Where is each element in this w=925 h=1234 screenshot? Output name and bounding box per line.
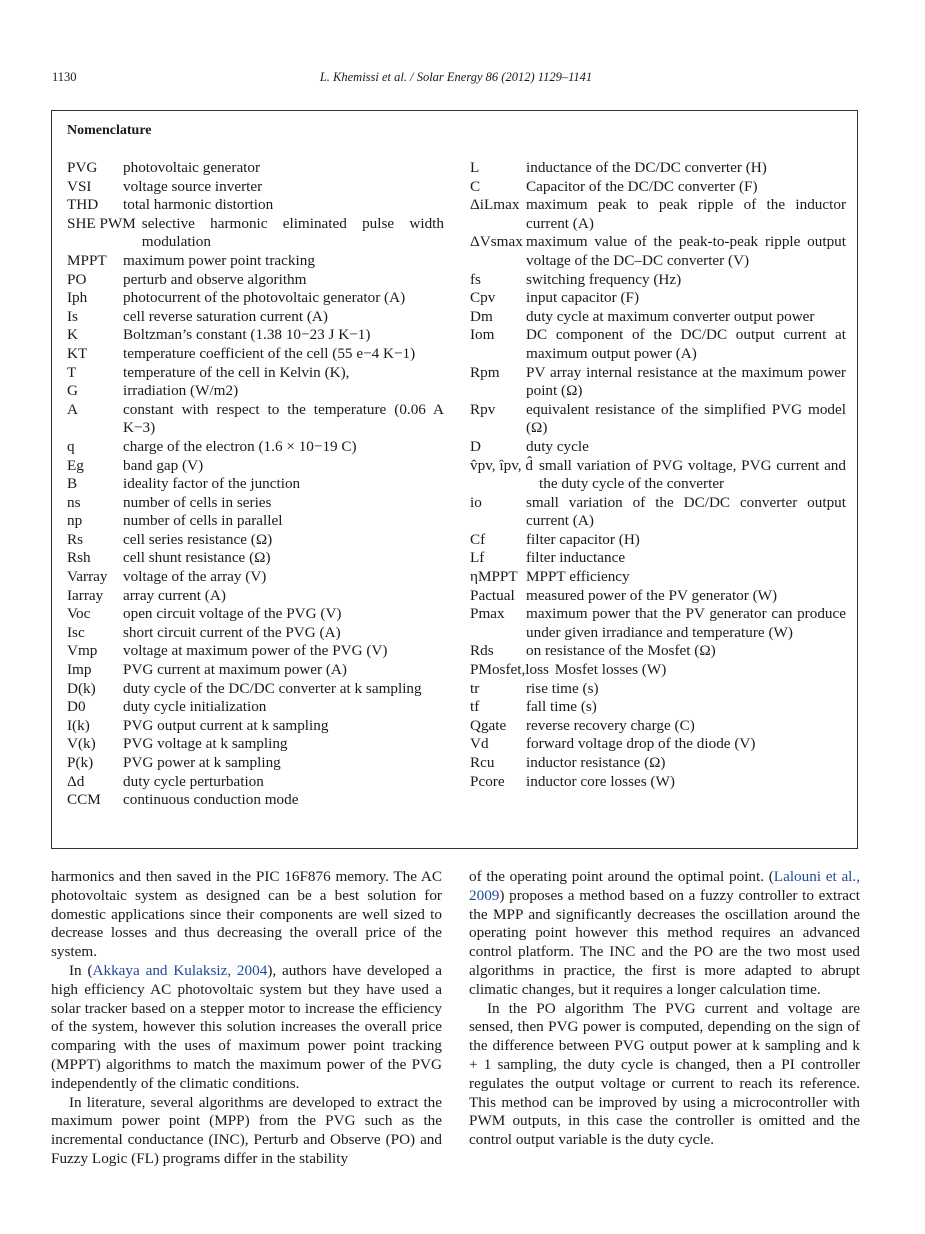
nomenclature-symbol: Rs	[67, 530, 84, 548]
nomenclature-entry	[470, 289, 846, 308]
nomenclature-definition: cell series resistance (Ω)	[123, 530, 273, 548]
nomenclature-entry	[67, 587, 444, 606]
nomenclature-definition: cell reverse saturation current (A)	[123, 307, 328, 325]
nomenclature-entry	[470, 698, 846, 717]
text-span: ) proposes a method based on a fuzzy controller to extract the MPP and significantly decreases the oscillation around the operating point however this method requires an advanced control platform. The INC and the PO are the two most used algorithms in practice, the first is more adapted to abrupt climatic changes, but it requires a longer calculation time.	[469, 886, 860, 998]
nomenclature-symbol: Rsh	[67, 549, 91, 567]
nomenclature-entry	[470, 531, 846, 550]
nomenclature-definition: measured power of the PV generator (W)	[526, 586, 778, 604]
nomenclature-symbol: v̂pv, îpv, d̂	[470, 456, 533, 474]
nomenclature-symbol: Dm	[470, 307, 493, 325]
nomenclature-definition: total harmonic distortion	[123, 196, 274, 214]
running-header	[52, 70, 860, 90]
nomenclature-entry	[67, 345, 444, 364]
nomenclature-entry	[67, 791, 444, 810]
nomenclature-definition: MPPT efficiency	[526, 568, 630, 586]
nomenclature-symbol: Imp	[67, 661, 92, 679]
nomenclature-symbol: K	[67, 326, 78, 344]
nomenclature-symbol: Lf	[470, 549, 485, 567]
nomenclature-entry	[470, 438, 846, 457]
nomenclature-entry	[470, 401, 846, 438]
nomenclature-definition: irradiation (W/m2)	[123, 382, 239, 400]
nomenclature-entry	[67, 642, 444, 661]
nomenclature-entry	[470, 457, 846, 494]
nomenclature-symbol: Vd	[470, 735, 489, 753]
nomenclature-entry	[67, 252, 444, 271]
nomenclature-entry	[67, 494, 444, 513]
nomenclature-definition: temperature coefficient of the cell (55 e−4 K−1)	[123, 344, 416, 362]
nomenclature-entry	[67, 773, 444, 792]
nomenclature-entry	[67, 698, 444, 717]
nomenclature-symbol: Iarray	[67, 586, 104, 604]
nomenclature-definition: voltage at maximum power of the PVG (V)	[123, 642, 388, 660]
nomenclature-symbol: tf	[470, 698, 480, 716]
nomenclature-definition: PVG power at k sampling	[123, 754, 281, 771]
nomenclature-definition: inductor resistance (Ω)	[526, 754, 666, 771]
nomenclature-definition: duty cycle	[526, 437, 589, 455]
nomenclature-symbol: D(k)	[67, 679, 96, 697]
nomenclature-definition: voltage source inverter	[123, 177, 263, 195]
nomenclature-entry	[67, 568, 444, 587]
nomenclature-entry	[470, 159, 846, 178]
nomenclature-entry	[67, 308, 444, 327]
paragraph	[51, 962, 442, 1094]
nomenclature-definition: inductor core losses (W)	[526, 772, 675, 790]
nomenclature-definition: rise time (s)	[526, 679, 599, 697]
nomenclature-symbol: VSI	[67, 177, 92, 195]
nomenclature-definition: DC component of the DC/DC output current at maximum output power (A)	[526, 326, 846, 362]
nomenclature-symbol: Iom	[470, 326, 495, 344]
text-span: In (	[69, 961, 93, 979]
nomenclature-entry	[67, 475, 444, 494]
nomenclature-entry	[470, 326, 846, 363]
nomenclature-definition: duty cycle at maximum converter output power	[526, 307, 815, 325]
nomenclature-entry	[470, 494, 846, 531]
nomenclature-symbol: Vmp	[67, 642, 98, 660]
nomenclature-definition: inductance of the DC/DC converter (H)	[526, 159, 767, 176]
nomenclature-symbol: Pcore	[470, 772, 505, 790]
nomenclature-entry	[470, 754, 846, 773]
nomenclature-symbol: D	[470, 437, 481, 455]
nomenclature-entry	[470, 196, 846, 233]
nomenclature-symbol: Pactual	[470, 586, 515, 604]
nomenclature-symbol: B	[67, 475, 78, 493]
nomenclature-definition: maximum peak to peak ripple of the inductor current (A)	[526, 196, 846, 232]
nomenclature-definition: input capacitor (F)	[526, 289, 640, 307]
nomenclature-entry	[470, 680, 846, 699]
nomenclature-definition: continuous conduction mode	[123, 791, 299, 809]
nomenclature-definition: PVG voltage at k sampling	[123, 735, 288, 753]
nomenclature-symbol: Is	[67, 307, 78, 325]
paragraph: harmonics and then saved in the PIC 16F876 memory. The AC photovoltaic system as designed can be a best solution for domestic applications since their components are well sized to decrease losses and thus decreasing the overall price of the system.	[51, 868, 442, 961]
nomenclature-definition: charge of the electron (1.6 × 10−19 C)	[123, 437, 357, 455]
nomenclature-entry	[470, 233, 846, 270]
nomenclature-definition: selective harmonic eliminated pulse width modulation	[141, 214, 444, 251]
nomenclature-entry	[470, 271, 846, 290]
nomenclature-symbol: Rpv	[470, 400, 496, 418]
nomenclature-definition: number of cells in series	[123, 493, 272, 511]
nomenclature-definition: short circuit current of the PVG (A)	[123, 623, 341, 641]
citation-link[interactable]: Lalouni et al., 2009	[469, 868, 861, 904]
nomenclature-symbol: L	[470, 159, 480, 176]
nomenclature-symbol: Rds	[470, 642, 494, 660]
nomenclature-definition: Boltzman’s constant (1.38 10−23 J K−1)	[123, 326, 371, 344]
nomenclature-right-column	[470, 159, 846, 791]
nomenclature-symbol: Cf	[470, 530, 486, 548]
nomenclature-entry	[67, 364, 444, 383]
nomenclature-entry	[470, 308, 846, 327]
nomenclature-definition: temperature of the cell in Kelvin (K),	[123, 363, 350, 381]
nomenclature-entry	[67, 661, 444, 680]
nomenclature-definition: photocurrent of the photovoltaic generator (A)	[123, 289, 406, 307]
nomenclature-definition: fall time (s)	[526, 698, 597, 716]
nomenclature-symbol: G	[67, 382, 78, 400]
nomenclature-entry	[470, 773, 846, 792]
nomenclature-definition: maximum power point tracking	[123, 251, 315, 269]
nomenclature-symbol: KT	[67, 344, 88, 362]
nomenclature-entry	[67, 159, 444, 178]
nomenclature-definition: photovoltaic generator	[123, 159, 261, 176]
nomenclature-entry	[67, 401, 444, 438]
nomenclature-definition: open circuit voltage of the PVG (V)	[123, 605, 342, 623]
nomenclature-symbol: C	[470, 177, 481, 195]
paragraph: In the PO algorithm The PVG current and voltage are sensed, then PVG power is computed, depending on the sign of the difference between PVG output power at k sampling and k + 1 sampling, the duty cycle is changed, then a PI controller regulates the output voltage or current to reach its reference. This method can be improved by using a microcontroller with PWM outputs, in this case the controller is omitted and the control output variable is the duty cycle.	[469, 999, 860, 1149]
nomenclature-definition: duty cycle initialization	[123, 698, 267, 716]
nomenclature-entry	[67, 196, 444, 215]
nomenclature-box	[51, 110, 858, 849]
nomenclature-entry	[470, 587, 846, 606]
nomenclature-symbol: Iph	[67, 289, 88, 307]
nomenclature-symbol: A	[67, 400, 78, 418]
nomenclature-definition: array current (A)	[123, 586, 226, 604]
nomenclature-entry	[67, 624, 444, 643]
nomenclature-definition: Mosfet losses (W)	[554, 661, 667, 679]
nomenclature-symbol: np	[67, 512, 83, 530]
nomenclature-symbol: P(k)	[67, 754, 94, 771]
nomenclature-entry	[67, 178, 444, 197]
nomenclature-symbol: q	[67, 437, 75, 455]
nomenclature-definition: number of cells in parallel	[123, 512, 283, 530]
nomenclature-definition: forward voltage drop of the diode (V)	[526, 735, 756, 753]
nomenclature-symbol: Pmax	[470, 605, 505, 623]
nomenclature-symbol: SHE PWM	[67, 214, 136, 232]
nomenclature-symbol: Rpm	[470, 363, 500, 381]
nomenclature-symbol: ns	[67, 493, 81, 511]
nomenclature-entry	[67, 289, 444, 308]
nomenclature-entry	[67, 326, 444, 345]
nomenclature-definition: duty cycle perturbation	[123, 772, 264, 790]
nomenclature-definition: reverse recovery charge (C)	[526, 716, 695, 734]
nomenclature-symbol: Varray	[67, 568, 108, 586]
running-title: L. Khemissi et al. / Solar Energy 86 (2012) 1129–1141	[319, 70, 593, 84]
nomenclature-entry	[67, 680, 444, 699]
nomenclature-definition: ideality factor of the junction	[123, 475, 301, 493]
nomenclature-definition: small variation of the DC/DC converter output current (A)	[526, 493, 846, 530]
nomenclature-entry	[67, 549, 444, 568]
nomenclature-entry	[67, 717, 444, 736]
nomenclature-symbol: Qgate	[470, 716, 507, 734]
nomenclature-definition: maximum power that the PV generator can produce under given irradiance and temperature (W)	[526, 605, 846, 641]
nomenclature-definition: equivalent resistance of the simplified PVG model (Ω)	[526, 400, 846, 437]
nomenclature-definition: PV array internal resistance at the maximum power point (Ω)	[526, 363, 846, 400]
nomenclature-entry	[67, 438, 444, 457]
nomenclature-entry	[470, 605, 846, 642]
nomenclature-definition: switching frequency (Hz)	[526, 270, 682, 288]
nomenclature-entry	[67, 512, 444, 531]
nomenclature-definition: on resistance of the Mosfet (Ω)	[526, 642, 716, 660]
nomenclature-symbol: D0	[67, 698, 86, 716]
nomenclature-symbol: ΔiLmax	[470, 196, 520, 214]
nomenclature-symbol: PVG	[67, 159, 98, 176]
body-column-right	[469, 868, 860, 1150]
nomenclature-entry	[470, 364, 846, 401]
nomenclature-definition: PVG output current at k sampling	[123, 716, 329, 734]
nomenclature-symbol: ΔVsmax	[470, 233, 523, 251]
nomenclature-definition: cell shunt resistance (Ω)	[123, 549, 271, 567]
nomenclature-definition: voltage of the array (V)	[123, 568, 267, 586]
nomenclature-entry	[67, 382, 444, 401]
nomenclature-symbol: io	[470, 493, 482, 511]
body-column-left	[51, 868, 442, 1169]
nomenclature-symbol: ηMPPT	[470, 568, 518, 586]
nomenclature-definition: filter inductance	[526, 549, 626, 567]
nomenclature-entry	[470, 661, 846, 680]
nomenclature-symbol: T	[67, 363, 77, 381]
nomenclature-entry	[67, 457, 444, 476]
nomenclature-symbol: Eg	[67, 456, 84, 474]
nomenclature-symbol: tr	[470, 679, 480, 697]
nomenclature-symbol: Cpv	[470, 289, 496, 307]
paragraph	[469, 868, 860, 1000]
nomenclature-entry	[67, 735, 444, 754]
nomenclature-symbol: Δd	[67, 772, 85, 790]
nomenclature-symbol: fs	[470, 270, 481, 288]
nomenclature-definition: small variation of PVG voltage, PVG current and the duty cycle of the converter	[539, 456, 846, 493]
text-span: ), authors have developed a high efficiency AC photovoltaic system but they have used a solar tracker based on a stepper motor to increase the efficiency of the system, however this solution increases the overall price comparing with the uses of maximum power point tracking (MPPT) algorithms to match the maximum power of the PVG independently of the climatic conditions.	[51, 961, 442, 1092]
nomenclature-definition: band gap (V)	[123, 456, 204, 474]
nomenclature-entry	[67, 754, 444, 773]
nomenclature-symbol: PMosfet,loss	[470, 661, 549, 679]
nomenclature-definition: duty cycle of the DC/DC converter at k sampling	[123, 679, 422, 697]
nomenclature-symbol: Rcu	[470, 754, 495, 771]
nomenclature-entry	[67, 215, 444, 252]
nomenclature-entry	[470, 549, 846, 568]
nomenclature-symbol: THD	[67, 196, 99, 214]
nomenclature-entry	[67, 531, 444, 550]
nomenclature-entry	[67, 605, 444, 624]
nomenclature-symbol: MPPT	[67, 251, 107, 269]
nomenclature-definition: constant with respect to the temperature (0.06 A K−3)	[123, 400, 444, 437]
paragraph: In literature, several algorithms are developed to extract the maximum power point (MPP) from the PVG such as the incremental conductance (INC), Perturb and Observe (PO) and Fuzzy Logic (FL) programs differ in the stability	[51, 1093, 442, 1167]
nomenclature-definition: perturb and observe algorithm	[123, 270, 307, 288]
page-number: 1130	[52, 70, 77, 84]
nomenclature-entry	[470, 717, 846, 736]
nomenclature-left-column	[67, 159, 444, 810]
nomenclature-symbol: PO	[67, 270, 87, 288]
citation-link[interactable]: Akkaya and Kulaksiz, 2004	[92, 961, 268, 979]
nomenclature-definition: PVG current at maximum power (A)	[123, 661, 347, 679]
nomenclature-definition: Capacitor of the DC/DC converter (F)	[526, 177, 758, 195]
nomenclature-title: Nomenclature	[67, 123, 152, 138]
nomenclature-symbol: I(k)	[67, 716, 90, 734]
nomenclature-entry	[470, 735, 846, 754]
nomenclature-entry	[470, 568, 846, 587]
nomenclature-symbol: Isc	[67, 623, 85, 641]
nomenclature-symbol: CCM	[67, 791, 101, 809]
nomenclature-symbol: Voc	[67, 605, 91, 623]
nomenclature-definition: maximum value of the peak-to-peak ripple output voltage of the DC–DC converter (V)	[526, 233, 846, 269]
nomenclature-entry	[470, 642, 846, 661]
text-span: of the operating point around the optimal point. (	[469, 868, 774, 885]
nomenclature-definition: filter capacitor (H)	[526, 530, 640, 548]
nomenclature-entry	[67, 271, 444, 290]
nomenclature-entry	[470, 178, 846, 197]
nomenclature-symbol: V(k)	[67, 735, 96, 753]
